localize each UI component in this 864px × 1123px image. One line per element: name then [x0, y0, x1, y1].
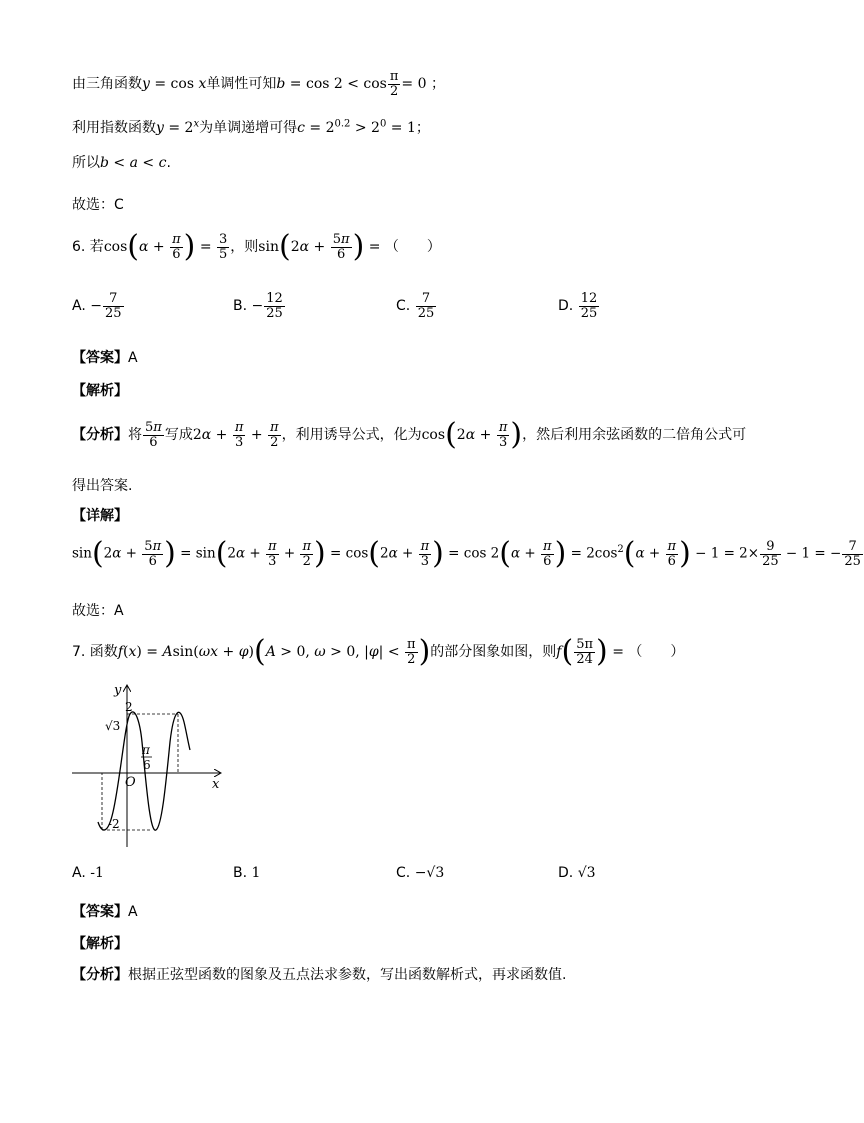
text: 由三角函数 [72, 76, 142, 93]
line-monotonic-cos: 由三角函数y = cos x单调性可知b = cos 2 < cos $\frac{\pi}{2}$ = 0 ； [72, 69, 445, 99]
detail-heading: 【详解】 [72, 508, 128, 524]
bottom-label: -2 [108, 817, 120, 831]
top-label: 2 [125, 700, 133, 714]
analysis-heading-7: 【解析】 [72, 936, 128, 952]
six-label: 6 [143, 758, 151, 772]
y-label: y [114, 683, 122, 698]
pi-label: π [142, 743, 150, 757]
question-7: 7. 函数f(x) = Asin(ωx + φ)(A > 0, ω > 0, |φ| < $\frac{\pi}{2}$ )的部分图象如图，则f( $\frac{5\pi}{24}$ ) = （ ） [72, 634, 685, 669]
sqrt3-label: √3 [105, 719, 121, 733]
line-exponential: 利用指数函数$y = 2^x$为单调递增可得$c = 2^{0.2} > 2^0 = 1$； [72, 118, 430, 136]
option-c-7[interactable]: C. −√3 [396, 865, 445, 881]
analysis-heading-6: 【解析】 [72, 383, 128, 399]
fenxi-6-cont: 得出答案. [72, 478, 133, 494]
answer-7: 【答案】A [72, 904, 138, 920]
option-d-7[interactable]: D. √3 [558, 865, 596, 881]
sine-graph [70, 682, 230, 852]
selection-6: 故选：A [72, 603, 124, 619]
answer-6: 【答案】A [72, 350, 138, 366]
option-a[interactable]: A. − $\frac{7}{25}$ [72, 291, 122, 321]
option-a-7[interactable]: A. -1 [72, 865, 104, 881]
detail-equation: sin(2α + $\frac{5\pi}{6}$ ) = sin(2α + $\frac{\pi}{3}$ + $\frac{\pi}{2}$ ) = cos(2α + $\frac{\pi}{3}$ ) = cos 2(α + $\frac{\pi}{6}$ ) = $2\cos^2(\alpha$ + $\frac{\pi}{6}$ ) − 1 = 2× $\frac{9}{25}$ − 1 = − $\frac{7}{25}$ [72, 536, 861, 571]
x-label: x [212, 777, 220, 792]
option-d[interactable]: D. $\frac{12}{25}$ [558, 291, 598, 321]
option-b[interactable]: B. − $\frac{12}{25}$ [233, 291, 283, 321]
line-conclusion: 所以b < a < c. [72, 155, 171, 171]
option-c[interactable]: C. $\frac{7}{25}$ [396, 291, 435, 321]
fenxi-7: 【分析】根据正弦型函数的图象及五点法求参数，写出函数解析式，再求函数值. [72, 967, 567, 983]
selection-5: 故选：C [72, 197, 124, 213]
question-6: 6. 若cos(α + $\frac{\pi}{6}$ ) = $\frac{3}{5}$ ，则sin(2α + $\frac{5\pi}{6}$ ) = （ ） [72, 229, 441, 264]
fenxi-6: 【分析】将 $\frac{5\pi}{6}$ 写成2α + $\frac{\pi}{3}$ + $\frac{\pi}{2}$ ，利用诱导公式，化为cos(2α + $\frac{\pi}{3}$ )，然后利用余弦函数的二倍角公式可 [72, 417, 747, 452]
origin-label: O [125, 775, 136, 790]
option-b-7[interactable]: B. 1 [233, 865, 261, 881]
